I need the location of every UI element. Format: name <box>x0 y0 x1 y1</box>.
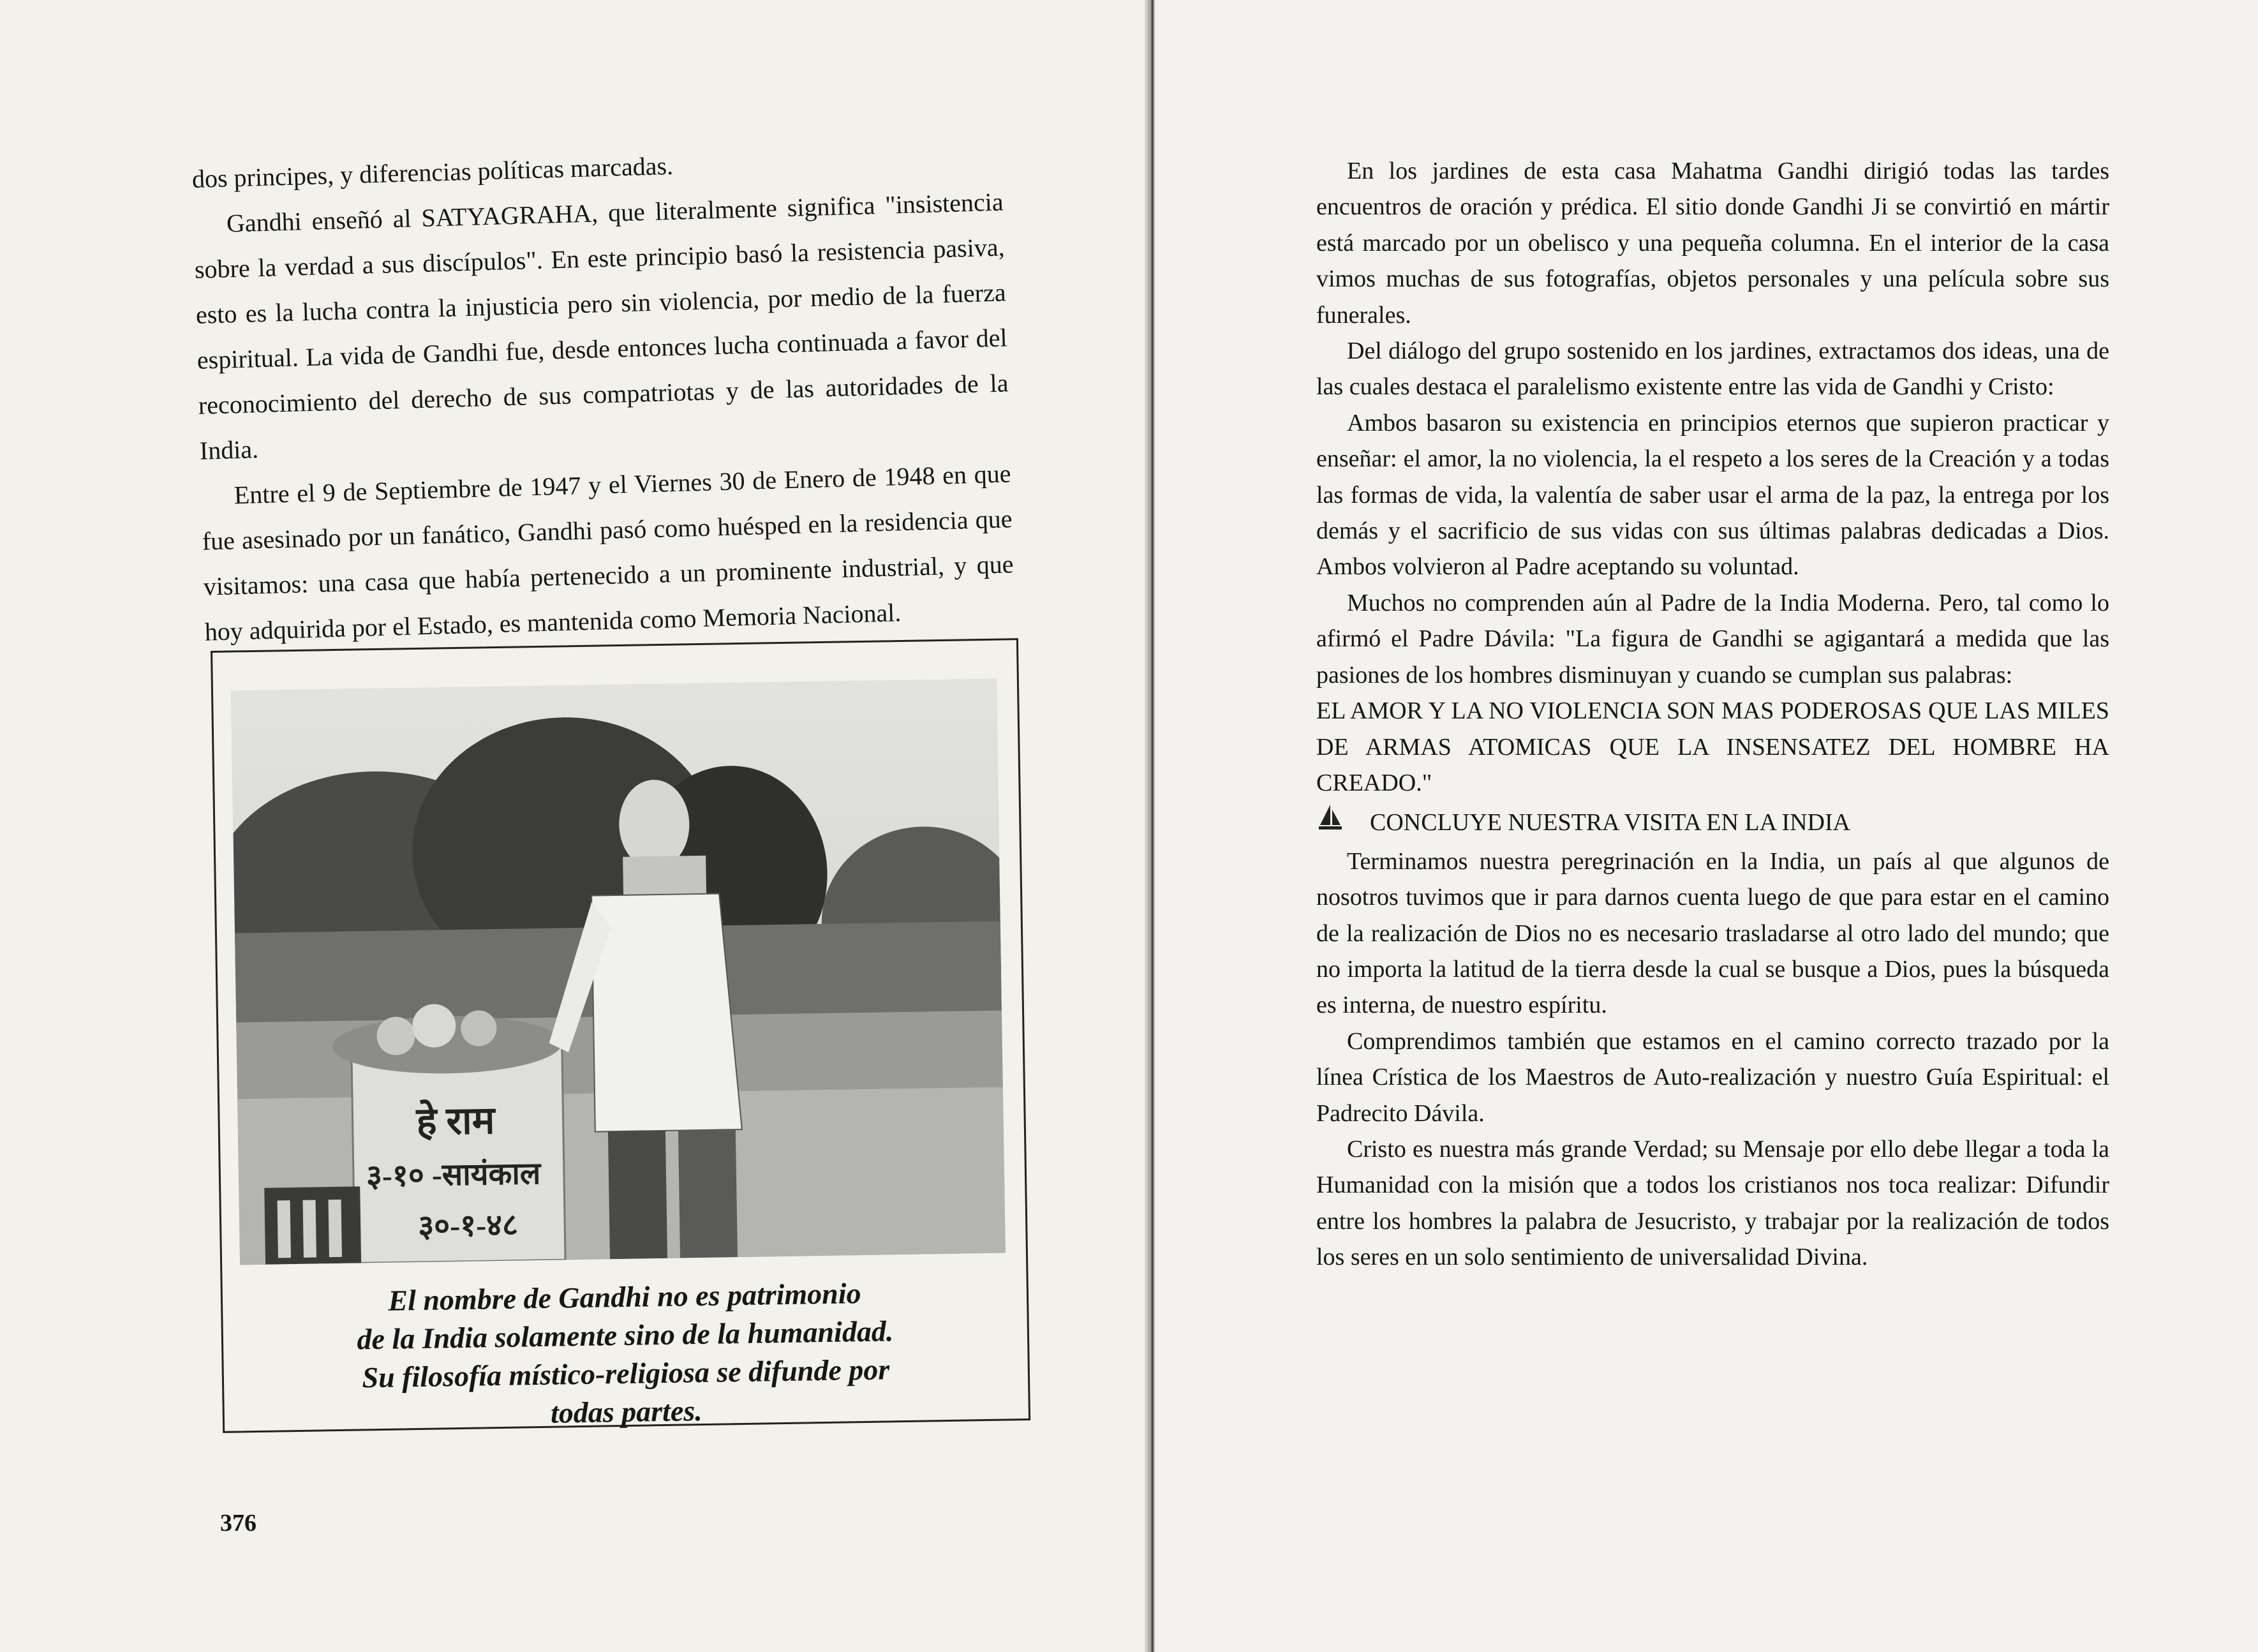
paragraph: Ambos basaron su existencia en principios eternos que supieron practicar y enseñar: el amor, la no violencia, la el respeto a los seres de la Creación y a todas las formas de vida, la valentía de saber usar el arma de la paz, la entrega por los demás y el sacrificio de sus vidas con sus últimas palabras dedicadas a Dios. Ambos volvieron al Padre aceptando su voluntad. <box>1316 409 2109 581</box>
paragraph: Terminamos nuestra peregrinación en la India, un país al que algunos de nosotros tuvimos que ir para darnos cuenta luego de que para estar en el camino de la realización de Dios no es necesario trasladarse al otro lado del mundo; que no importa la latitud de la tierra desde la cual se busque a Dios, pues la búsqueda es interna, de nuestro espíritu. <box>1316 847 2109 1019</box>
plaque-line: हे राम <box>416 1099 495 1143</box>
right-page <box>1155 0 2258 1652</box>
section-heading <box>1316 803 2109 842</box>
photo-figure <box>211 638 1030 1433</box>
plaque-line: ३०-१-४८ <box>417 1208 519 1244</box>
plaque-line: ३-१० -सायंकाल <box>366 1156 541 1194</box>
left-page-body <box>191 134 1015 655</box>
memorial-photo <box>231 679 1006 1265</box>
paragraph: Gandhi enseñó al SATYAGRAHA, que literalmente significa "insistencia sobre la verdad a sus discípulos". En este principio basó la resistencia pasiva, esto es la lucha contra la injusticia pero sin violencia, por medio de la fuerza espiritual. La vida de Gandhi fue, desde entonces lucha continuada a favor del reconocimiento del derecho de sus compatriotas y de las autoridades de la India. <box>194 187 1009 465</box>
memorial-photo-image <box>231 679 1006 1265</box>
caption-line: El nombre de Gandhi no es patrimonio <box>388 1277 861 1317</box>
paragraph: Muchos no comprenden aún al Padre de la India Moderna. Pero, tal como lo afirmó el Padre Dávila: "La figura de Gandhi se agigantará a medida que las pasiones de los hombres disminuyan y cuando se cumplan sus palabras: <box>1316 589 2109 688</box>
sailboat-icon <box>1316 803 1344 842</box>
paragraph: En los jardines de esta casa Mahatma Gandhi dirigió todas las tardes encuentros de oración y prédica. El sitio donde Gandhi Ji se convirtió en mártir está marcado por un obelisco y una pequeña columna. En el interior de la casa vimos muchas de sus fotografías, objetos personales y una película sobre sus funerales. <box>1316 158 2109 329</box>
quote-caps: EL AMOR Y LA NO VIOLENCIA SON MAS PODEROSAS QUE LAS MILES DE ARMAS ATOMICAS QUE LA INSENSATEZ DEL HOMBRE HA CREADO." <box>1316 697 2109 796</box>
photo-caption <box>223 1272 1029 1438</box>
caption-line: Su filosofía místico-religiosa se difunde por <box>362 1353 890 1394</box>
caption-line: de la India solamente sino de la humanidad. <box>357 1314 894 1356</box>
paragraph: dos principes, y diferencias políticas marcadas. <box>191 151 674 193</box>
section-heading-text: CONCLUYE NUESTRA VISITA EN LA INDIA <box>1370 809 1851 837</box>
page-number-left: 376 <box>220 1510 256 1537</box>
paragraph: Comprendimos también que estamos en el camino correcto trazado por la línea Crística de los Maestros de Auto-realización y nuestro Guía Espiritual: el Padrecito Dávila. <box>1316 1027 2109 1127</box>
right-page-body <box>1316 153 2109 1276</box>
paragraph: Del diálogo del grupo sostenido en los jardines, extractamos dos ideas, una de las cuales destaca el paralelismo existente entre las vida de Gandhi y Cristo: <box>1316 338 2109 401</box>
caption-line: todas partes. <box>550 1394 703 1429</box>
paragraph: Cristo es nuestra más grande Verdad; su Mensaje por ello debe llegar a toda la Humanidad con la misión que a todos los cristianos nos toca realizar: Difundir entre los hombres la palabra de Jesucristo, y trabajar por la realización de todos los seres en un solo sentimiento de universalidad Divina. <box>1316 1135 2109 1271</box>
paragraph: Entre el 9 de Septiembre de 1947 y el Viernes 30 de Enero de 1948 en que fue asesinado por un fanático, Gandhi pasó como huésped en la residencia que visitamos: una casa que había pertenecido a un prominente industrial, y que hoy adquirida por el Estado, es mantenida como Memoria Nacional. <box>202 459 1014 646</box>
